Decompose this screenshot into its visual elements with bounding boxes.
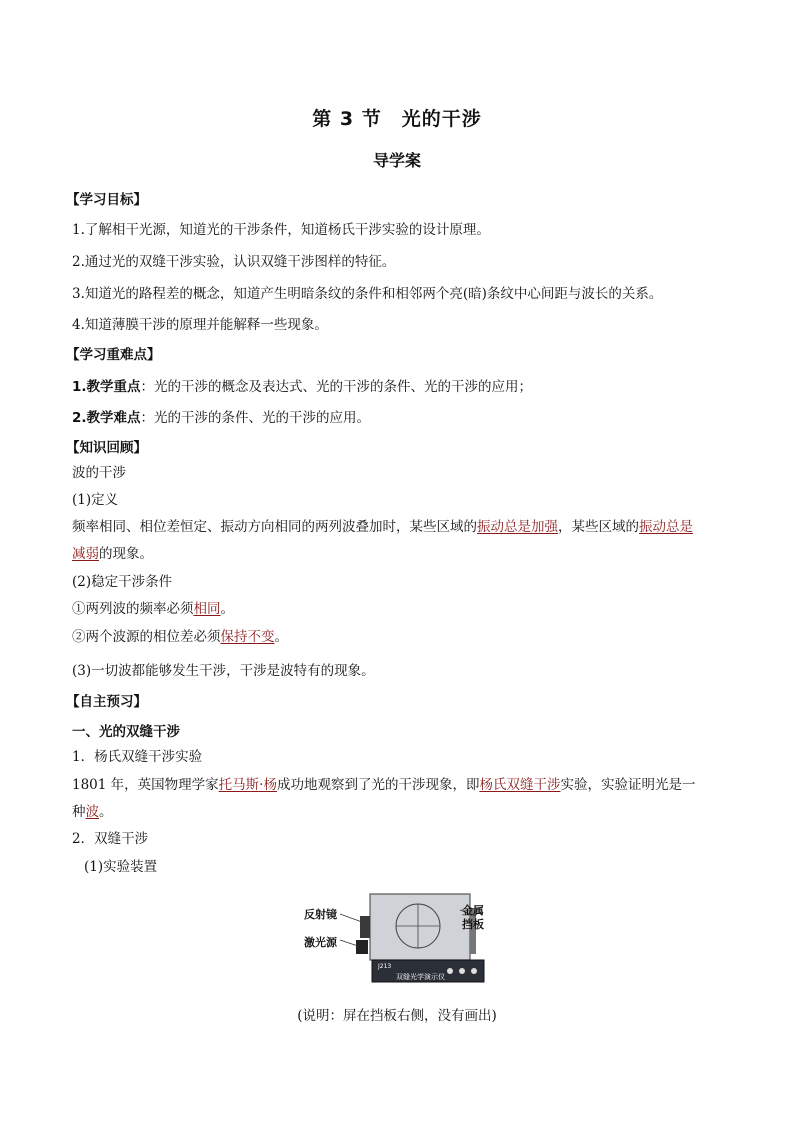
figure-caption: (说明：屏在挡板右侧，没有画出)	[297, 1008, 497, 1024]
label-metal-1: 金属	[462, 904, 484, 917]
young-text-c: 成功地观察到了光的干涉现象，即	[276, 777, 480, 793]
answer-constant: 保持不变	[220, 629, 275, 645]
answer-always: 振动总是	[639, 519, 693, 535]
condition-1-text: ①两列波的频率必须	[72, 601, 194, 617]
young-text-a: 1801 年，英国物理学家	[72, 777, 219, 793]
key-point-1-text: ：光的干涉的概念及表达式、光的干涉的条件、光的干涉的应用；	[140, 379, 533, 395]
preview-heading: 【自主预习】	[66, 694, 147, 710]
answer-same: 相同	[193, 601, 221, 617]
page-title: 第 3 节 光的干涉	[312, 108, 482, 130]
condition-2	[72, 625, 288, 645]
laser-pointer	[340, 940, 358, 946]
key-point-2-label: 2.教学难点	[72, 410, 141, 426]
knob-2	[459, 968, 465, 974]
goal-4: 4.知道薄膜干涉的原理并能解释一些现象。	[72, 317, 328, 333]
answer-wave: 波	[85, 804, 99, 820]
review-subheading: 波的干涉	[72, 465, 126, 481]
point-3: (3)一切波都能够发生干涉，干涉是波特有的现象。	[72, 663, 375, 679]
item-2: 2．双缝干涉	[72, 831, 149, 847]
goals-heading: 【学习目标】	[66, 192, 147, 208]
key-point-1-label: 1.教学重点	[72, 379, 141, 395]
goal-3: 3.知道光的路程差的概念，知道产生明暗条纹的条件和相邻两个亮(暗)条纹中心间距与波长的关系。	[72, 286, 663, 302]
mirror-block	[360, 916, 370, 938]
part-1-heading: 一、光的双缝干涉	[72, 724, 180, 740]
label-plate-tag: J213	[378, 963, 392, 970]
knob-3	[471, 968, 477, 974]
definition-text-a: 频率相同、相位差恒定、振动方向相同的两列波叠加时，某些区域的	[72, 519, 477, 535]
answer-thomas-young: 托马斯·杨	[218, 777, 277, 793]
key-heading: 【学习重难点】	[66, 347, 161, 363]
goal-1: 1.了解相干光源，知道光的干涉条件，知道杨氏干涉实验的设计原理。	[72, 222, 490, 238]
answer-weaken: 减弱	[72, 546, 99, 562]
knob-1	[447, 968, 453, 974]
young-text-f: 种	[72, 804, 86, 820]
page-subtitle: 导学案	[372, 151, 421, 170]
definition-line-1	[72, 515, 693, 535]
condition-2-text: ②两个波源的相位差必须	[72, 629, 221, 645]
young-line-2	[72, 800, 113, 820]
definition-line-2	[72, 542, 153, 562]
key-point-2	[72, 406, 370, 426]
laser-block	[356, 940, 368, 954]
label-metal-2: 挡板	[462, 918, 484, 931]
key-point-1	[72, 375, 532, 395]
apparatus-figure	[300, 888, 500, 988]
young-text-h: 。	[99, 804, 113, 820]
young-line-1	[72, 773, 695, 793]
key-point-2-text: ：光的干涉的条件、光的干涉的应用。	[140, 410, 371, 426]
label-mirror: 反射镜	[304, 908, 337, 921]
label-plate: 双缝光学演示仪	[396, 973, 445, 981]
answer-young-double-slit: 杨氏双缝干涉	[479, 777, 561, 793]
review-heading: 【知识回顾】	[66, 440, 147, 456]
definition-text-c: ，某些区域的	[558, 519, 639, 535]
definition-heading: (1)定义	[72, 492, 119, 508]
condition-2-end: 。	[274, 629, 288, 645]
stable-heading: (2)稳定干涉条件	[72, 574, 173, 590]
answer-strengthen: 振动总是加强	[477, 519, 558, 535]
condition-1-end: 。	[220, 601, 234, 617]
mirror-pointer	[340, 914, 362, 922]
condition-1	[72, 597, 234, 617]
goal-2: 2.通过光的双缝干涉实验，认识双缝干涉图样的特征。	[72, 254, 396, 270]
definition-text-f: 的现象。	[99, 546, 153, 562]
young-text-e: 实验，实验证明光是一	[560, 777, 696, 793]
apparatus-heading: (1)实验装置	[84, 859, 158, 875]
label-laser: 激光源	[304, 936, 337, 949]
item-1: 1．杨氏双缝干涉实验	[72, 749, 203, 765]
